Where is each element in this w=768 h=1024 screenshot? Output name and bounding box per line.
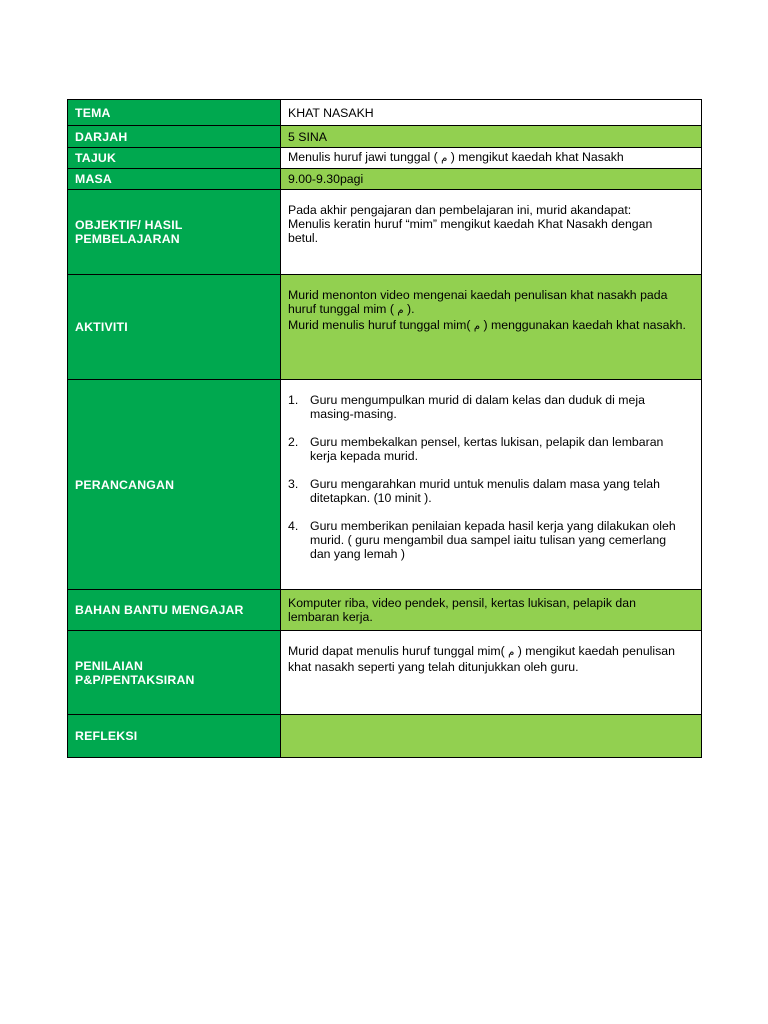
value-masa: 9.00-9.30pagi: [281, 169, 702, 190]
label-masa: MASA: [68, 169, 281, 190]
value-refleksi: [281, 715, 702, 758]
lesson-plan-table: [67, 99, 702, 758]
arabic-letter-mim: م: [508, 647, 515, 658]
label-darjah: DARJAH: [68, 126, 281, 148]
label-objektif: [68, 190, 281, 275]
list-item: [288, 435, 694, 463]
objektif-line2: Menulis keratin huruf “mim” mengikut kaedah Khat Nasakh dengan: [288, 217, 653, 231]
step-number: 3.: [288, 477, 299, 491]
label-penilaian-line2: P&P/PENTAKSIRAN: [75, 672, 195, 687]
value-tajuk: [281, 148, 702, 169]
arabic-letter-mim: م: [441, 153, 448, 164]
row-masa: [68, 169, 702, 190]
label-objektif-line1: OBJEKTIF/ HASIL: [75, 218, 183, 232]
row-refleksi: [68, 715, 702, 758]
aktiviti-line2-before: huruf tunggal mim (: [288, 302, 394, 316]
list-item: [288, 519, 694, 561]
row-darjah: [68, 126, 702, 148]
aktiviti-line2: [288, 302, 694, 318]
row-tema: [68, 100, 702, 126]
list-item: [288, 393, 694, 421]
label-penilaian-line1: PENILAIAN: [75, 658, 144, 673]
step-text: Guru membekalkan pensel, kertas lukisan, pelapik dan lembaran: [310, 435, 664, 449]
value-tema: KHAT NASAKH: [281, 100, 702, 126]
step-text: dan yang lemah ): [310, 547, 406, 561]
step-text: Guru mengarahkan murid untuk menulis dalam masa yang telah: [310, 477, 660, 491]
perancangan-steps: [288, 393, 694, 561]
step-text: kerja kepada murid.: [310, 449, 418, 463]
aktiviti-line3: [288, 318, 694, 334]
bahan-line2: lembaran kerja.: [288, 610, 373, 624]
tajuk-text-after: ) mengikut kaedah khat Nasakh: [450, 150, 624, 164]
step-number: 1.: [288, 393, 299, 407]
row-aktiviti: [68, 275, 702, 380]
value-objektif: [281, 190, 702, 275]
step-text: Guru memberikan penilaian kepada hasil kerja yang dilakukan oleh: [310, 519, 676, 533]
row-penilaian: [68, 631, 702, 715]
penilaian-line1-before: Murid dapat menulis huruf tunggal mim(: [288, 644, 505, 658]
step-text: masing-masing.: [310, 407, 397, 421]
label-objektif-line2: PEMBELAJARAN: [75, 232, 180, 246]
label-bahan: BAHAN BANTU MENGAJAR: [68, 590, 281, 631]
label-tajuk: TAJUK: [68, 148, 281, 169]
aktiviti-line3-after: ) menggunakan kaedah khat nasakh.: [483, 318, 686, 332]
objektif-line3: betul.: [288, 231, 319, 245]
step-text: murid. ( guru mengambil dua sampel iaitu tulisan yang cemerlang: [310, 533, 667, 547]
aktiviti-line3-before: Murid menulis huruf tunggal mim(: [288, 318, 471, 332]
step-number: 2.: [288, 435, 299, 449]
penilaian-line1-after: ) mengikut kaedah penulisan: [517, 644, 675, 658]
row-tajuk: [68, 148, 702, 169]
row-bahan: [68, 590, 702, 631]
objektif-line1: Pada akhir pengajaran dan pembelajaran ini, murid akandapat:: [288, 203, 632, 217]
label-aktiviti: AKTIVITI: [68, 275, 281, 380]
aktiviti-line1: Murid menonton video mengenai kaedah penulisan khat nasakh pada: [288, 288, 668, 302]
value-bahan: [281, 590, 702, 631]
value-penilaian: [281, 631, 702, 715]
label-refleksi: REFLEKSI: [68, 715, 281, 758]
step-text: ditetapkan. (10 minit ).: [310, 491, 432, 505]
label-penilaian: [68, 631, 281, 715]
step-text: Guru mengumpulkan murid di dalam kelas dan duduk di meja: [310, 393, 645, 407]
row-perancangan: [68, 380, 702, 590]
step-number: 4.: [288, 519, 299, 533]
penilaian-line1: [288, 644, 694, 660]
bahan-line1: Komputer riba, video pendek, pensil, kertas lukisan, pelapik dan: [288, 596, 636, 610]
value-darjah: 5 SINA: [281, 126, 702, 148]
tajuk-text-before: Menulis huruf jawi tunggal (: [288, 150, 438, 164]
aktiviti-line2-after: ).: [406, 302, 415, 316]
label-tema: TEMA: [68, 100, 281, 126]
arabic-letter-mim: م: [473, 321, 481, 332]
list-item: [288, 477, 694, 505]
value-aktiviti: [281, 275, 702, 380]
row-objektif: [68, 190, 702, 275]
value-perancangan: [281, 380, 702, 590]
penilaian-line2: khat nasakh seperti yang telah ditunjukkan oleh guru.: [288, 660, 579, 674]
label-perancangan: PERANCANGAN: [68, 380, 281, 590]
arabic-letter-mim: م: [397, 305, 404, 316]
